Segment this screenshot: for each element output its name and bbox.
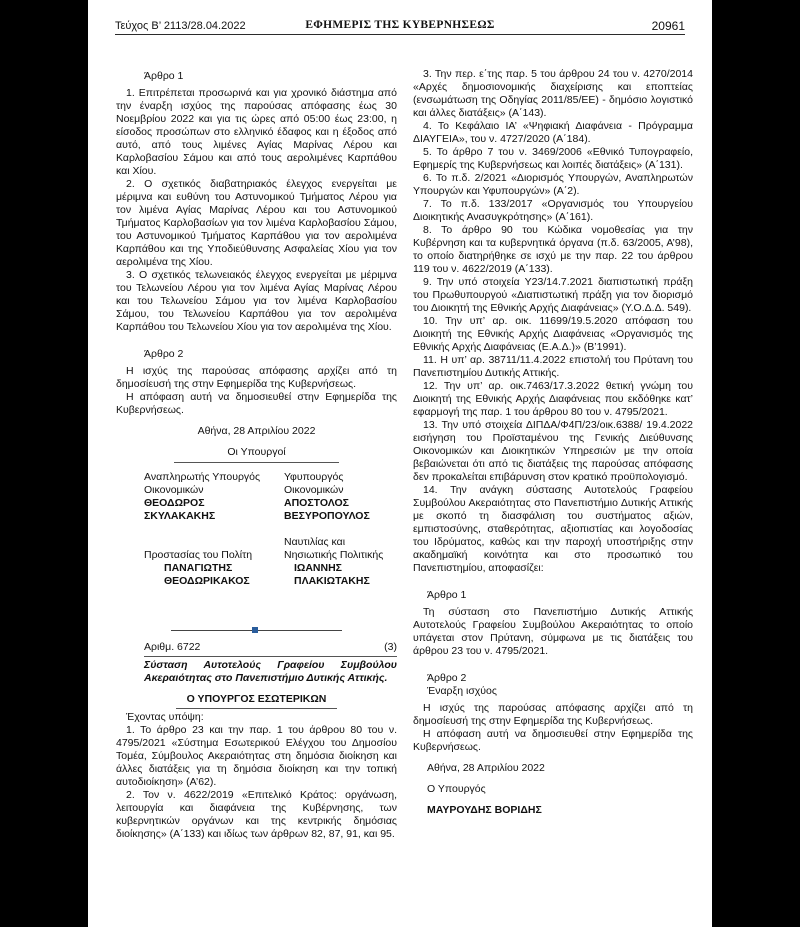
article-2-title: Άρθρο 2 — [427, 672, 467, 684]
paragraph: 7. Το π.δ. 133/2017 «Οργανισμός του Υπουργείου Διοικητικής Ανασυγκρότησης» (Α΄161). — [413, 198, 693, 223]
signature-role: Ναυτιλίας και Νησιωτικής Πολιτικής — [284, 536, 384, 561]
having-regard: Έχοντας υπόψη: — [126, 711, 204, 723]
article-2-subtitle: Έναρξη ισχύος — [427, 685, 497, 697]
gazette-page — [88, 0, 712, 927]
place-date: Αθήνα, 28 Απριλίου 2022 — [197, 425, 316, 437]
place-date: Αθήνα, 28 Απριλίου 2022 — [427, 762, 545, 774]
right-column — [413, 68, 693, 817]
signature-name: ΑΠΟΣΤΟΛΟΣ ΒΕΣΥΡΟΠΟΥΛΟΣ — [284, 497, 370, 522]
article-2-title: Άρθρο 2 — [144, 348, 184, 360]
paragraph: 2. Τον ν. 4622/2019 «Επιτελικό Κράτος: οργάνωση, λειτουργία και διαφάνεια της Κυβέρνησης, των κυβερνητικών οργάνων και της κεντρικής δημόσιας διοίκησης» (Α΄133) και ιδίως των άρθρων 82, 87, 91, και 95. — [116, 789, 397, 840]
paragraph: 1. Το άρθρο 23 και την παρ. 1 του άρθρου 80 του ν. 4795/2021 «Σύστημα Εσωτερικού Ελέγχου του Δημοσίου Τομέα, Σύμβουλος Ακεραιότητας στη δημόσια διοίκηση και άλλες διατάξεις για τη δημόσια διοίκηση και την τοπική αυτοδιοίκηση» (Α’62). — [116, 724, 397, 788]
paragraph: Η απόφαση αυτή να δημοσιευθεί στην Εφημερίδα της Κυβερνήσεως. — [116, 391, 397, 416]
paragraph: Η ισχύς της παρούσας απόφασης αρχίζει από τη δημοσίευσή της στην Εφημερίδα της Κυβερνήσεως. — [116, 365, 397, 390]
section-divider — [116, 623, 397, 637]
page-number: 20961 — [651, 19, 685, 33]
paragraph: 1. Επιτρέπεται προσωρινά και για χρονικό διάστημα από την έναρξη ισχύος της παρούσας απόφασης έως 30 Νοεμβρίου 2022 και για τις ώρες από 05:00 έως 23:00, η είσοδος προσώπων στο ελληνικό έδαφος και η έξοδος από αυτό, από τους λιμένες Αγίας Μαρίνας Λέρου και Καρλοβασίου Σάμου και από τους αερολιμένες Καρπάθου και Χίου. — [116, 87, 397, 177]
signature-name: ΙΩΑΝΝΗΣ ΠΛΑΚΙΩΤΑΚΗΣ — [294, 562, 370, 587]
paragraph: 13. Την υπό στοιχεία ΔΙΠΔΑ/Φ4Π/23/οικ.6388/ 19.4.2022 εισήγηση του Προϊσταμένου της Γενικής Διεύθυνσης Οικονομικών και Διοικητικών Υπηρεσιών με την οποία βεβαιώνεται ότι από τις διατάξεις της παρούσας απόφασης δεν προκαλείται επιβάρυνση στον κρατικό προϋπολογισμό. — [413, 419, 693, 483]
signature-1 — [144, 471, 269, 523]
paragraph: 6. Το π.δ. 2/2021 «Διορισμός Υπουργών, Αναπληρωτών Υπουργών και Υφυπουργών» (Α΄2). — [413, 172, 693, 197]
signature-role: Αναπληρωτής Υπουργός Οικονομικών — [144, 471, 261, 496]
article-1-title: Άρθρο 1 — [144, 70, 184, 82]
paragraph: Η απόφαση αυτή να δημοσιευθεί στην Εφημερίδα της Κυβερνήσεως. — [413, 728, 693, 753]
paragraph: 4. Το Κεφάλαιο ΙΑ’ «Ψηφιακή Διαφάνεια - Πρόγραμμα ΔΙΑΥΓΕΙΑ», του ν. 4727/2020 (Α΄184). — [413, 120, 693, 145]
ministers-title: Οι Υπουργοί — [227, 446, 286, 458]
divider-square-icon — [252, 627, 258, 633]
paragraph: Η ισχύς της παρούσας απόφασης αρχίζει από τη δημοσίευσή της στην Εφημερίδα της Κυβερνήσεως. — [413, 702, 693, 727]
paragraph: 11. Η υπ’ αρ. 38711/11.4.2022 επιστολή του Πρύτανη του Πανεπιστημίου Δυτικής Αττικής. — [413, 354, 693, 379]
paragraph: 9. Την υπό στοιχεία Υ23/14.7.2021 διαπιστωτική πράξη του Πρωθυπουργού «Διαπιστωτική πράξη για τον διορισμό του Διοικητή της Εθνικής Αρχής Διαφάνειας» (Υ.Ο.Δ.Δ. 549). — [413, 276, 693, 314]
signature-role: Προστασίας του Πολίτη — [144, 549, 253, 561]
paragraph: 5. Το άρθρο 7 του ν. 3469/2006 «Εθνικό Τυπογραφείο, Εφημερίς της Κυβερνήσεως και λοιπές διατάξεις» (Α΄131). — [413, 146, 693, 171]
issue-label: Τεύχος Β’ 2113/28.04.2022 — [115, 20, 246, 32]
paragraph: 2. Ο σχετικός διαβατηριακός έλεγχος ενεργείται με μέριμνα και ευθύνη του Αστυνομικού Τμήματος Λέρου για τον λιμένα Αγίας Μαρίνας Λέρου και του Αστυνομικού Τμήματος Καρλοβασίων για τον λιμένα Καρλοβασίου Σάμου, του Αστυνομικού Τμήματος Καρπάθου για τον αερολιμένα Καρπάθου και της Υποδιεύθυνσης Ασφαλείας Χίου για τον αερολιμένα της Χίου. — [116, 178, 397, 268]
decision-number: Αριθμ. 6722 — [144, 641, 201, 653]
paragraph: 3. Ο σχετικός τελωνειακός έλεγχος ενεργείται με μέριμνα του Τελωνείου Λέρου για τον λιμένα Αγίας Μαρίνας Λέρου και του Τελωνείου Σάμου για τον λιμένα Καρλοβασίου Σάμου, του Τελωνείου Καρπάθου για τον αερολιμένα Καρπάθου του Τελωνείου Χίου για τον αερολιμένα της Χίου. — [116, 269, 397, 333]
signature-name: ΠΑΝΑΓΙΩΤΗΣ ΘΕΟΔΩΡΙΚΑΚΟΣ — [164, 562, 250, 587]
paragraph: Τη σύσταση στο Πανεπιστήμιο Δυτικής Αττικής Αυτοτελούς Γραφείου Συμβούλου Ακεραιότητας το οποίο υπάγεται στον Πρύτανη, σύμφωνα με τις διατάξεις του άρθρου 23 του ν. 4795/2021. — [413, 606, 693, 657]
signature-4 — [284, 536, 399, 588]
journal-title: ΕΦΗΜΕΡΙΣ ΤΗΣ ΚΥΒΕΡΝΗΣΕΩΣ — [305, 19, 495, 31]
signature-2 — [284, 471, 394, 523]
paragraph: 14. Την ανάγκη σύστασης Αυτοτελούς Γραφείου Συμβούλου Ακεραιότητας στο Πανεπιστήμιο Δυτικής Αττικής με σκοπό τη διασφάλιση του συστήματος αξιών, εμπιστοσύνης, σταθερότητας, αξιοπιστίας και λογοδοσίας του Ιδρύματος, καθώς και την παροχή υποστήριξης στην ακαδημαϊκή κοινότητα και στο προσωπικό του Πανεπιστημίου, αποφασίζει: — [413, 484, 693, 574]
minister-heading: Ο ΥΠΟΥΡΓΟΣ ΕΣΩΤΕΡΙΚΩΝ — [186, 693, 327, 705]
signature-3 — [144, 549, 274, 588]
paragraph: 8. Το άρθρο 90 του Κώδικα νομοθεσίας για την Κυβέρνηση και τα κυβερνητικά όργανα (π.δ. 63/2005, Α’98), το οποίο διατηρήθηκε σε ισχύ με την παρ. 22 του άρθρου 119 του ν. 4622/2019 (Α΄133). — [413, 224, 693, 275]
page-header — [115, 14, 685, 35]
signatures — [116, 463, 397, 623]
signature-role: Υφυπουργός Οικονομικών — [284, 471, 344, 496]
paragraph: 3. Την περ. ε΄της παρ. 5 του άρθρου 24 του ν. 4270/2014 «Αρχές δημοσιονομικής διαχείρισης και εποπτείας (ενσωμάτωση της Οδηγίας 2011/85/ΕΕ) - δημόσιο λογιστικό και άλλες διατάξεις» (Α΄143). — [413, 68, 693, 119]
signature-name: ΘΕΟΔΩΡΟΣ ΣΚΥΛΑΚΑΚΗΣ — [144, 497, 216, 522]
decision-seq: (3) — [384, 641, 397, 653]
minister-title: Ο Υπουργός — [427, 783, 486, 795]
article-1-title: Άρθρο 1 — [427, 589, 467, 601]
decision-title: Σύσταση Αυτοτελούς Γραφείου Συμβούλου Ακεραιότητας στο Πανεπιστήμιο Δυτικής Αττικής. — [144, 659, 397, 684]
paragraph: 10. Την υπ’ αρ. οικ. 11699/19.5.2020 απόφαση του Διοικητή της Εθνικής Αρχής Διαφάνειας «Οργανισμός της Εθνικής Αρχής Διαφάνειας (Ε.Α.Δ.)» (Β’1991). — [413, 315, 693, 353]
minister-signature-name: ΜΑΥΡΟΥΔΗΣ ΒΟΡΙΔΗΣ — [427, 804, 542, 816]
left-column — [116, 64, 397, 841]
decision-number-row — [116, 641, 397, 654]
paragraph: 12. Την υπ’ αρ. οικ.7463/17.3.2022 θετική γνώμη του Διοικητή της Εθνικής Αρχής Διαφάνειας που εκδόθηκε κατ’ εφαρμογή της παρ. 1 του άρθρου 80 του ν. 4795/2021. — [413, 380, 693, 418]
